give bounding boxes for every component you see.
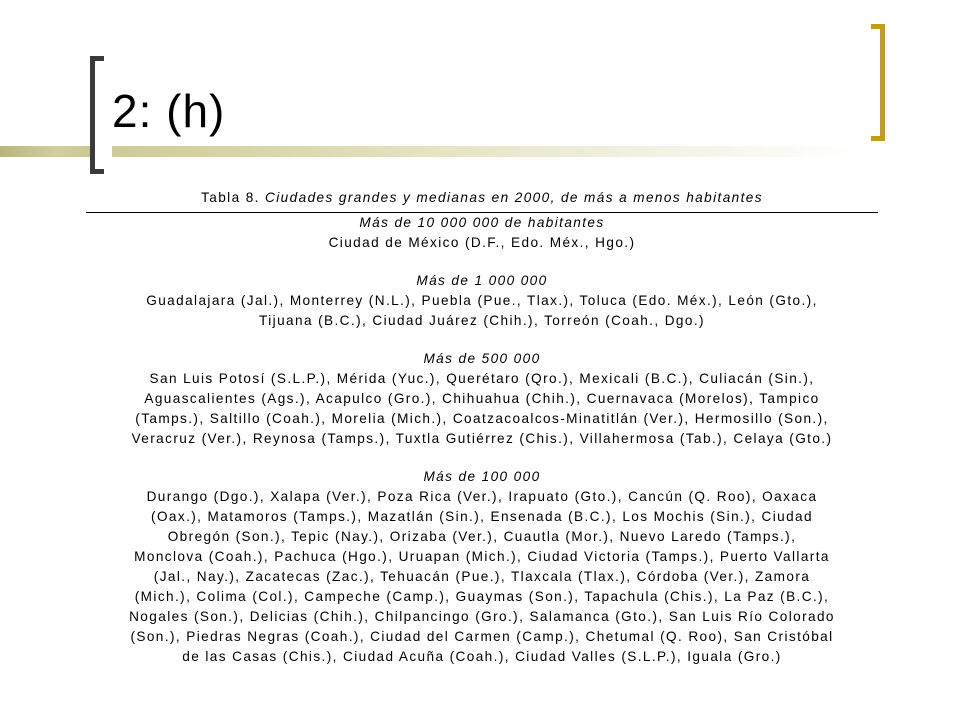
left-bracket-decoration bbox=[90, 56, 104, 174]
city-list-line: (Oax.), Matamoros (Tamps.), Mazatlán (Sin.), Ensenada (B.C.), Los Mochis (Sin.), Ciudad bbox=[151, 509, 813, 524]
population-group bbox=[86, 271, 878, 331]
city-list-line: (Tamps.), Saltillo (Coah.), Morelia (Mich.), Coatzacoalcos-Minatitlán (Ver.), Hermosillo (Son.), bbox=[135, 411, 829, 426]
population-group bbox=[86, 349, 878, 449]
title-underline-bar-left bbox=[0, 146, 95, 157]
table-caption bbox=[86, 188, 878, 213]
city-list-line: Durango (Dgo.), Xalapa (Ver.), Poza Rica (Ver.), Irapuato (Gto.), Cancún (Q. Roo), Oaxaca bbox=[146, 489, 818, 504]
city-list-line: Veracruz (Ver.), Reynosa (Tamps.), Tuxtla Gutiérrez (Chis.), Villahermosa (Tab.), Celaya (Gto.) bbox=[131, 431, 833, 446]
city-list-line: Guadalajara (Jal.), Monterrey (N.L.), Puebla (Pue., Tlax.), Toluca (Edo. Méx.), León (Gto.), bbox=[146, 293, 818, 308]
city-list-line: Ciudad de México (D.F., Edo. Méx., Hgo.) bbox=[328, 235, 636, 250]
city-list-line: (Son.), Piedras Negras (Coah.), Ciudad del Carmen (Camp.), Chetumal (Q. Roo), San Cristóbal bbox=[130, 629, 834, 644]
city-list-line: Obregón (Son.), Tepic (Nay.), Orizaba (Ver.), Cuautla (Mor.), Nuevo Laredo (Tamps.), bbox=[167, 529, 797, 544]
city-list-line: Nogales (Son.), Delicias (Chih.), Chilpancingo (Gro.), Salamanca (Gto.), San Luis Río Colorado bbox=[129, 609, 835, 624]
title-underline-bar bbox=[112, 146, 857, 157]
table-label: Tabla 8. bbox=[201, 190, 260, 205]
city-list-line: San Luis Potosí (S.L.P.), Mérida (Yuc.), Querétaro (Qro.), Mexicali (B.C.), Culiacán (Sin.), bbox=[149, 371, 815, 386]
group-heading: Más de 1 000 000 bbox=[416, 273, 548, 288]
right-bracket-decoration bbox=[871, 24, 885, 141]
city-list-line: Aguascalientes (Ags.), Acapulco (Gro.), Chihuahua (Chih.), Cuernavaca (Morelos), Tampico bbox=[144, 391, 820, 406]
group-heading: Más de 500 000 bbox=[423, 351, 541, 366]
population-group bbox=[86, 467, 878, 667]
population-groups bbox=[86, 213, 878, 667]
city-list-line: Tijuana (B.C.), Ciudad Juárez (Chih.), Torreón (Coah., Dgo.) bbox=[259, 313, 705, 328]
city-list-line: de las Casas (Chis.), Ciudad Acuña (Coah.), Ciudad Valles (S.L.P.), Iguala (Gro.) bbox=[182, 649, 782, 664]
city-list-line: (Mich.), Colima (Col.), Campeche (Camp.), Guaymas (Son.), Tapachula (Chis.), La Paz (B.C.), bbox=[134, 589, 830, 604]
slide-title: 2: (h) bbox=[112, 85, 226, 137]
city-list-line: (Jal., Nay.), Zacatecas (Zac.), Tehuacán (Pue.), Tlaxcala (Tlax.), Córdoba (Ver.), Zamora bbox=[153, 569, 811, 584]
group-heading: Más de 10 000 000 de habitantes bbox=[359, 215, 605, 230]
table-caption-text: Ciudades grandes y medianas en 2000, de más a menos habitantes bbox=[265, 190, 763, 205]
group-heading: Más de 100 000 bbox=[423, 469, 541, 484]
city-list-line: Monclova (Coah.), Pachuca (Hgo.), Uruapan (Mich.), Ciudad Victoria (Tamps.), Puerto Vallarta bbox=[134, 549, 830, 564]
city-table bbox=[86, 188, 878, 667]
population-group bbox=[86, 213, 878, 253]
